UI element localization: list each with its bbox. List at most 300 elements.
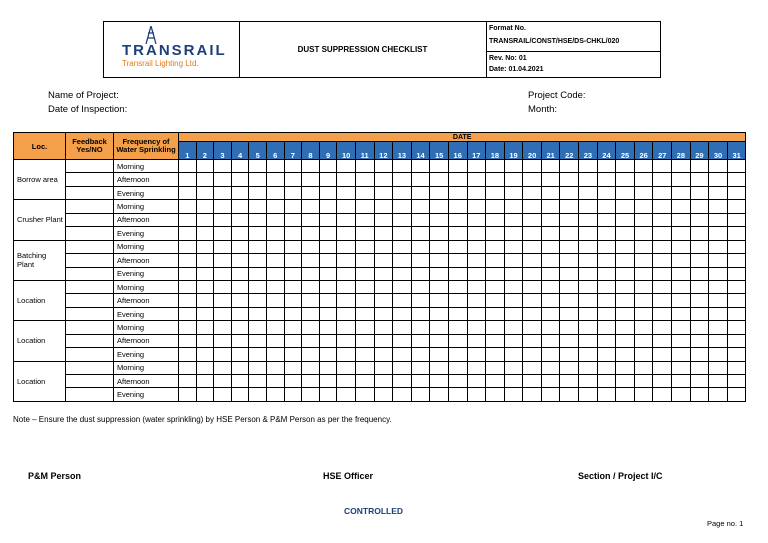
- day-check-cell[interactable]: [319, 186, 337, 199]
- day-check-cell[interactable]: [467, 348, 486, 361]
- day-check-cell[interactable]: [504, 173, 523, 186]
- day-check-cell[interactable]: [393, 160, 412, 173]
- day-check-cell[interactable]: [579, 334, 598, 347]
- feedback-cell[interactable]: [66, 267, 114, 280]
- day-check-cell[interactable]: [393, 254, 412, 267]
- day-check-cell[interactable]: [249, 334, 267, 347]
- day-check-cell[interactable]: [411, 200, 430, 213]
- day-check-cell[interactable]: [196, 254, 214, 267]
- day-check-cell[interactable]: [430, 388, 449, 401]
- day-check-cell[interactable]: [486, 294, 505, 307]
- day-check-cell[interactable]: [249, 348, 267, 361]
- day-check-cell[interactable]: [214, 388, 232, 401]
- feedback-cell[interactable]: [66, 173, 114, 186]
- day-check-cell[interactable]: [653, 213, 672, 226]
- day-check-cell[interactable]: [179, 160, 197, 173]
- day-check-cell[interactable]: [393, 321, 412, 334]
- day-check-cell[interactable]: [302, 280, 320, 293]
- day-check-cell[interactable]: [374, 213, 393, 226]
- day-check-cell[interactable]: [179, 173, 197, 186]
- day-check-cell[interactable]: [284, 280, 302, 293]
- day-check-cell[interactable]: [486, 200, 505, 213]
- day-check-cell[interactable]: [179, 294, 197, 307]
- day-check-cell[interactable]: [374, 280, 393, 293]
- day-check-cell[interactable]: [504, 307, 523, 320]
- day-check-cell[interactable]: [355, 321, 374, 334]
- day-check-cell[interactable]: [374, 240, 393, 253]
- day-check-cell[interactable]: [214, 254, 232, 267]
- feedback-cell[interactable]: [66, 280, 114, 293]
- feedback-cell[interactable]: [66, 388, 114, 401]
- day-check-cell[interactable]: [266, 267, 284, 280]
- day-check-cell[interactable]: [579, 321, 598, 334]
- day-check-cell[interactable]: [523, 227, 542, 240]
- day-check-cell[interactable]: [486, 361, 505, 374]
- day-check-cell[interactable]: [634, 254, 653, 267]
- day-check-cell[interactable]: [467, 213, 486, 226]
- day-check-cell[interactable]: [672, 388, 691, 401]
- day-check-cell[interactable]: [411, 254, 430, 267]
- day-check-cell[interactable]: [355, 173, 374, 186]
- day-check-cell[interactable]: [266, 200, 284, 213]
- day-check-cell[interactable]: [579, 388, 598, 401]
- day-check-cell[interactable]: [284, 307, 302, 320]
- day-check-cell[interactable]: [579, 173, 598, 186]
- day-check-cell[interactable]: [284, 361, 302, 374]
- day-check-cell[interactable]: [214, 200, 232, 213]
- day-check-cell[interactable]: [616, 173, 635, 186]
- day-check-cell[interactable]: [597, 267, 616, 280]
- day-check-cell[interactable]: [616, 388, 635, 401]
- day-check-cell[interactable]: [616, 375, 635, 388]
- day-check-cell[interactable]: [249, 294, 267, 307]
- day-check-cell[interactable]: [337, 200, 356, 213]
- day-check-cell[interactable]: [231, 388, 249, 401]
- feedback-cell[interactable]: [66, 227, 114, 240]
- day-check-cell[interactable]: [302, 240, 320, 253]
- day-check-cell[interactable]: [355, 186, 374, 199]
- day-check-cell[interactable]: [672, 334, 691, 347]
- day-check-cell[interactable]: [560, 388, 579, 401]
- day-check-cell[interactable]: [541, 348, 560, 361]
- feedback-cell[interactable]: [66, 361, 114, 374]
- day-check-cell[interactable]: [374, 307, 393, 320]
- day-check-cell[interactable]: [337, 240, 356, 253]
- day-check-cell[interactable]: [231, 227, 249, 240]
- day-check-cell[interactable]: [249, 280, 267, 293]
- day-check-cell[interactable]: [393, 348, 412, 361]
- day-check-cell[interactable]: [393, 173, 412, 186]
- day-check-cell[interactable]: [249, 227, 267, 240]
- day-check-cell[interactable]: [727, 267, 746, 280]
- day-check-cell[interactable]: [266, 348, 284, 361]
- day-check-cell[interactable]: [690, 307, 709, 320]
- day-check-cell[interactable]: [302, 348, 320, 361]
- day-check-cell[interactable]: [393, 375, 412, 388]
- day-check-cell[interactable]: [634, 186, 653, 199]
- day-check-cell[interactable]: [319, 348, 337, 361]
- day-check-cell[interactable]: [448, 361, 467, 374]
- day-check-cell[interactable]: [266, 388, 284, 401]
- day-check-cell[interactable]: [266, 213, 284, 226]
- day-check-cell[interactable]: [523, 240, 542, 253]
- day-check-cell[interactable]: [616, 361, 635, 374]
- day-check-cell[interactable]: [266, 307, 284, 320]
- feedback-cell[interactable]: [66, 294, 114, 307]
- day-check-cell[interactable]: [249, 200, 267, 213]
- day-check-cell[interactable]: [727, 321, 746, 334]
- day-check-cell[interactable]: [727, 160, 746, 173]
- day-check-cell[interactable]: [690, 321, 709, 334]
- day-check-cell[interactable]: [249, 160, 267, 173]
- day-check-cell[interactable]: [355, 160, 374, 173]
- day-check-cell[interactable]: [214, 213, 232, 226]
- day-check-cell[interactable]: [393, 361, 412, 374]
- day-check-cell[interactable]: [523, 361, 542, 374]
- day-check-cell[interactable]: [302, 307, 320, 320]
- day-check-cell[interactable]: [727, 294, 746, 307]
- day-check-cell[interactable]: [214, 321, 232, 334]
- day-check-cell[interactable]: [523, 280, 542, 293]
- day-check-cell[interactable]: [523, 186, 542, 199]
- day-check-cell[interactable]: [355, 280, 374, 293]
- day-check-cell[interactable]: [709, 294, 728, 307]
- day-check-cell[interactable]: [616, 280, 635, 293]
- day-check-cell[interactable]: [653, 361, 672, 374]
- day-check-cell[interactable]: [634, 267, 653, 280]
- day-check-cell[interactable]: [597, 348, 616, 361]
- day-check-cell[interactable]: [560, 334, 579, 347]
- day-check-cell[interactable]: [411, 334, 430, 347]
- day-check-cell[interactable]: [179, 280, 197, 293]
- day-check-cell[interactable]: [266, 227, 284, 240]
- day-check-cell[interactable]: [541, 280, 560, 293]
- day-check-cell[interactable]: [672, 321, 691, 334]
- day-check-cell[interactable]: [579, 294, 598, 307]
- day-check-cell[interactable]: [231, 321, 249, 334]
- day-check-cell[interactable]: [196, 240, 214, 253]
- day-check-cell[interactable]: [196, 388, 214, 401]
- day-check-cell[interactable]: [467, 173, 486, 186]
- day-check-cell[interactable]: [616, 348, 635, 361]
- day-check-cell[interactable]: [430, 375, 449, 388]
- day-check-cell[interactable]: [597, 227, 616, 240]
- day-check-cell[interactable]: [672, 375, 691, 388]
- day-check-cell[interactable]: [634, 388, 653, 401]
- day-check-cell[interactable]: [448, 240, 467, 253]
- day-check-cell[interactable]: [196, 227, 214, 240]
- day-check-cell[interactable]: [560, 160, 579, 173]
- day-check-cell[interactable]: [355, 213, 374, 226]
- day-check-cell[interactable]: [579, 267, 598, 280]
- day-check-cell[interactable]: [337, 267, 356, 280]
- day-check-cell[interactable]: [411, 186, 430, 199]
- day-check-cell[interactable]: [302, 173, 320, 186]
- day-check-cell[interactable]: [319, 160, 337, 173]
- day-check-cell[interactable]: [355, 388, 374, 401]
- day-check-cell[interactable]: [302, 334, 320, 347]
- day-check-cell[interactable]: [634, 294, 653, 307]
- day-check-cell[interactable]: [319, 240, 337, 253]
- day-check-cell[interactable]: [672, 267, 691, 280]
- day-check-cell[interactable]: [214, 227, 232, 240]
- day-check-cell[interactable]: [393, 213, 412, 226]
- day-check-cell[interactable]: [374, 334, 393, 347]
- day-check-cell[interactable]: [727, 361, 746, 374]
- day-check-cell[interactable]: [727, 213, 746, 226]
- day-check-cell[interactable]: [179, 307, 197, 320]
- day-check-cell[interactable]: [355, 254, 374, 267]
- day-check-cell[interactable]: [179, 200, 197, 213]
- day-check-cell[interactable]: [179, 321, 197, 334]
- day-check-cell[interactable]: [430, 227, 449, 240]
- day-check-cell[interactable]: [541, 240, 560, 253]
- day-check-cell[interactable]: [214, 160, 232, 173]
- day-check-cell[interactable]: [448, 267, 467, 280]
- day-check-cell[interactable]: [284, 200, 302, 213]
- day-check-cell[interactable]: [467, 307, 486, 320]
- day-check-cell[interactable]: [284, 267, 302, 280]
- day-check-cell[interactable]: [709, 186, 728, 199]
- day-check-cell[interactable]: [653, 348, 672, 361]
- day-check-cell[interactable]: [302, 321, 320, 334]
- day-check-cell[interactable]: [214, 173, 232, 186]
- day-check-cell[interactable]: [448, 173, 467, 186]
- day-check-cell[interactable]: [653, 294, 672, 307]
- day-check-cell[interactable]: [196, 213, 214, 226]
- day-check-cell[interactable]: [616, 160, 635, 173]
- day-check-cell[interactable]: [486, 173, 505, 186]
- day-check-cell[interactable]: [411, 361, 430, 374]
- day-check-cell[interactable]: [709, 321, 728, 334]
- day-check-cell[interactable]: [709, 240, 728, 253]
- day-check-cell[interactable]: [231, 267, 249, 280]
- day-check-cell[interactable]: [597, 375, 616, 388]
- day-check-cell[interactable]: [249, 321, 267, 334]
- feedback-cell[interactable]: [66, 213, 114, 226]
- day-check-cell[interactable]: [672, 160, 691, 173]
- day-check-cell[interactable]: [214, 186, 232, 199]
- day-check-cell[interactable]: [653, 280, 672, 293]
- day-check-cell[interactable]: [709, 213, 728, 226]
- day-check-cell[interactable]: [541, 361, 560, 374]
- day-check-cell[interactable]: [430, 160, 449, 173]
- day-check-cell[interactable]: [355, 267, 374, 280]
- day-check-cell[interactable]: [266, 160, 284, 173]
- day-check-cell[interactable]: [374, 200, 393, 213]
- day-check-cell[interactable]: [709, 388, 728, 401]
- day-check-cell[interactable]: [302, 186, 320, 199]
- feedback-cell[interactable]: [66, 334, 114, 347]
- day-check-cell[interactable]: [727, 173, 746, 186]
- day-check-cell[interactable]: [690, 361, 709, 374]
- day-check-cell[interactable]: [579, 160, 598, 173]
- day-check-cell[interactable]: [337, 227, 356, 240]
- day-check-cell[interactable]: [709, 361, 728, 374]
- day-check-cell[interactable]: [196, 173, 214, 186]
- day-check-cell[interactable]: [355, 227, 374, 240]
- day-check-cell[interactable]: [616, 307, 635, 320]
- day-check-cell[interactable]: [709, 334, 728, 347]
- day-check-cell[interactable]: [249, 254, 267, 267]
- day-check-cell[interactable]: [196, 307, 214, 320]
- feedback-cell[interactable]: [66, 186, 114, 199]
- day-check-cell[interactable]: [374, 227, 393, 240]
- day-check-cell[interactable]: [579, 280, 598, 293]
- day-check-cell[interactable]: [249, 388, 267, 401]
- day-check-cell[interactable]: [672, 254, 691, 267]
- day-check-cell[interactable]: [196, 375, 214, 388]
- day-check-cell[interactable]: [430, 321, 449, 334]
- day-check-cell[interactable]: [727, 307, 746, 320]
- day-check-cell[interactable]: [541, 186, 560, 199]
- day-check-cell[interactable]: [616, 267, 635, 280]
- day-check-cell[interactable]: [672, 361, 691, 374]
- day-check-cell[interactable]: [616, 254, 635, 267]
- day-check-cell[interactable]: [231, 254, 249, 267]
- day-check-cell[interactable]: [690, 280, 709, 293]
- day-check-cell[interactable]: [541, 267, 560, 280]
- day-check-cell[interactable]: [214, 280, 232, 293]
- day-check-cell[interactable]: [579, 186, 598, 199]
- day-check-cell[interactable]: [579, 307, 598, 320]
- day-check-cell[interactable]: [214, 240, 232, 253]
- day-check-cell[interactable]: [374, 321, 393, 334]
- day-check-cell[interactable]: [523, 173, 542, 186]
- day-check-cell[interactable]: [579, 254, 598, 267]
- day-check-cell[interactable]: [393, 307, 412, 320]
- day-check-cell[interactable]: [266, 186, 284, 199]
- day-check-cell[interactable]: [634, 375, 653, 388]
- day-check-cell[interactable]: [249, 240, 267, 253]
- day-check-cell[interactable]: [634, 334, 653, 347]
- day-check-cell[interactable]: [249, 307, 267, 320]
- day-check-cell[interactable]: [430, 240, 449, 253]
- day-check-cell[interactable]: [486, 388, 505, 401]
- day-check-cell[interactable]: [616, 213, 635, 226]
- day-check-cell[interactable]: [284, 173, 302, 186]
- day-check-cell[interactable]: [504, 375, 523, 388]
- day-check-cell[interactable]: [634, 160, 653, 173]
- day-check-cell[interactable]: [355, 348, 374, 361]
- day-check-cell[interactable]: [523, 321, 542, 334]
- day-check-cell[interactable]: [597, 160, 616, 173]
- day-check-cell[interactable]: [504, 240, 523, 253]
- feedback-cell[interactable]: [66, 240, 114, 253]
- day-check-cell[interactable]: [411, 173, 430, 186]
- day-check-cell[interactable]: [266, 334, 284, 347]
- day-check-cell[interactable]: [504, 200, 523, 213]
- day-check-cell[interactable]: [467, 160, 486, 173]
- day-check-cell[interactable]: [411, 375, 430, 388]
- day-check-cell[interactable]: [672, 280, 691, 293]
- day-check-cell[interactable]: [196, 267, 214, 280]
- day-check-cell[interactable]: [448, 160, 467, 173]
- day-check-cell[interactable]: [486, 307, 505, 320]
- day-check-cell[interactable]: [579, 227, 598, 240]
- day-check-cell[interactable]: [597, 200, 616, 213]
- day-check-cell[interactable]: [523, 294, 542, 307]
- day-check-cell[interactable]: [411, 321, 430, 334]
- day-check-cell[interactable]: [709, 280, 728, 293]
- day-check-cell[interactable]: [179, 227, 197, 240]
- day-check-cell[interactable]: [727, 348, 746, 361]
- day-check-cell[interactable]: [467, 375, 486, 388]
- day-check-cell[interactable]: [634, 321, 653, 334]
- day-check-cell[interactable]: [411, 240, 430, 253]
- day-check-cell[interactable]: [337, 294, 356, 307]
- day-check-cell[interactable]: [448, 200, 467, 213]
- day-check-cell[interactable]: [504, 267, 523, 280]
- day-check-cell[interactable]: [709, 375, 728, 388]
- day-check-cell[interactable]: [653, 254, 672, 267]
- day-check-cell[interactable]: [179, 334, 197, 347]
- day-check-cell[interactable]: [249, 173, 267, 186]
- day-check-cell[interactable]: [411, 267, 430, 280]
- day-check-cell[interactable]: [266, 361, 284, 374]
- day-check-cell[interactable]: [355, 240, 374, 253]
- day-check-cell[interactable]: [179, 348, 197, 361]
- day-check-cell[interactable]: [634, 240, 653, 253]
- day-check-cell[interactable]: [319, 173, 337, 186]
- day-check-cell[interactable]: [214, 375, 232, 388]
- day-check-cell[interactable]: [634, 200, 653, 213]
- day-check-cell[interactable]: [523, 388, 542, 401]
- day-check-cell[interactable]: [393, 267, 412, 280]
- day-check-cell[interactable]: [430, 280, 449, 293]
- day-check-cell[interactable]: [337, 361, 356, 374]
- day-check-cell[interactable]: [448, 334, 467, 347]
- day-check-cell[interactable]: [393, 186, 412, 199]
- day-check-cell[interactable]: [467, 321, 486, 334]
- day-check-cell[interactable]: [284, 227, 302, 240]
- day-check-cell[interactable]: [430, 254, 449, 267]
- day-check-cell[interactable]: [653, 240, 672, 253]
- day-check-cell[interactable]: [597, 280, 616, 293]
- day-check-cell[interactable]: [337, 307, 356, 320]
- day-check-cell[interactable]: [374, 348, 393, 361]
- day-check-cell[interactable]: [284, 294, 302, 307]
- day-check-cell[interactable]: [541, 375, 560, 388]
- day-check-cell[interactable]: [467, 254, 486, 267]
- day-check-cell[interactable]: [579, 240, 598, 253]
- day-check-cell[interactable]: [504, 361, 523, 374]
- day-check-cell[interactable]: [579, 213, 598, 226]
- day-check-cell[interactable]: [653, 160, 672, 173]
- day-check-cell[interactable]: [597, 307, 616, 320]
- day-check-cell[interactable]: [337, 375, 356, 388]
- day-check-cell[interactable]: [214, 307, 232, 320]
- day-check-cell[interactable]: [690, 213, 709, 226]
- day-check-cell[interactable]: [430, 361, 449, 374]
- day-check-cell[interactable]: [486, 280, 505, 293]
- day-check-cell[interactable]: [231, 375, 249, 388]
- day-check-cell[interactable]: [672, 294, 691, 307]
- day-check-cell[interactable]: [179, 375, 197, 388]
- day-check-cell[interactable]: [302, 254, 320, 267]
- day-check-cell[interactable]: [467, 240, 486, 253]
- day-check-cell[interactable]: [504, 186, 523, 199]
- day-check-cell[interactable]: [523, 200, 542, 213]
- day-check-cell[interactable]: [374, 186, 393, 199]
- day-check-cell[interactable]: [597, 186, 616, 199]
- day-check-cell[interactable]: [727, 227, 746, 240]
- day-check-cell[interactable]: [231, 334, 249, 347]
- day-check-cell[interactable]: [672, 200, 691, 213]
- day-check-cell[interactable]: [579, 375, 598, 388]
- day-check-cell[interactable]: [179, 186, 197, 199]
- day-check-cell[interactable]: [448, 213, 467, 226]
